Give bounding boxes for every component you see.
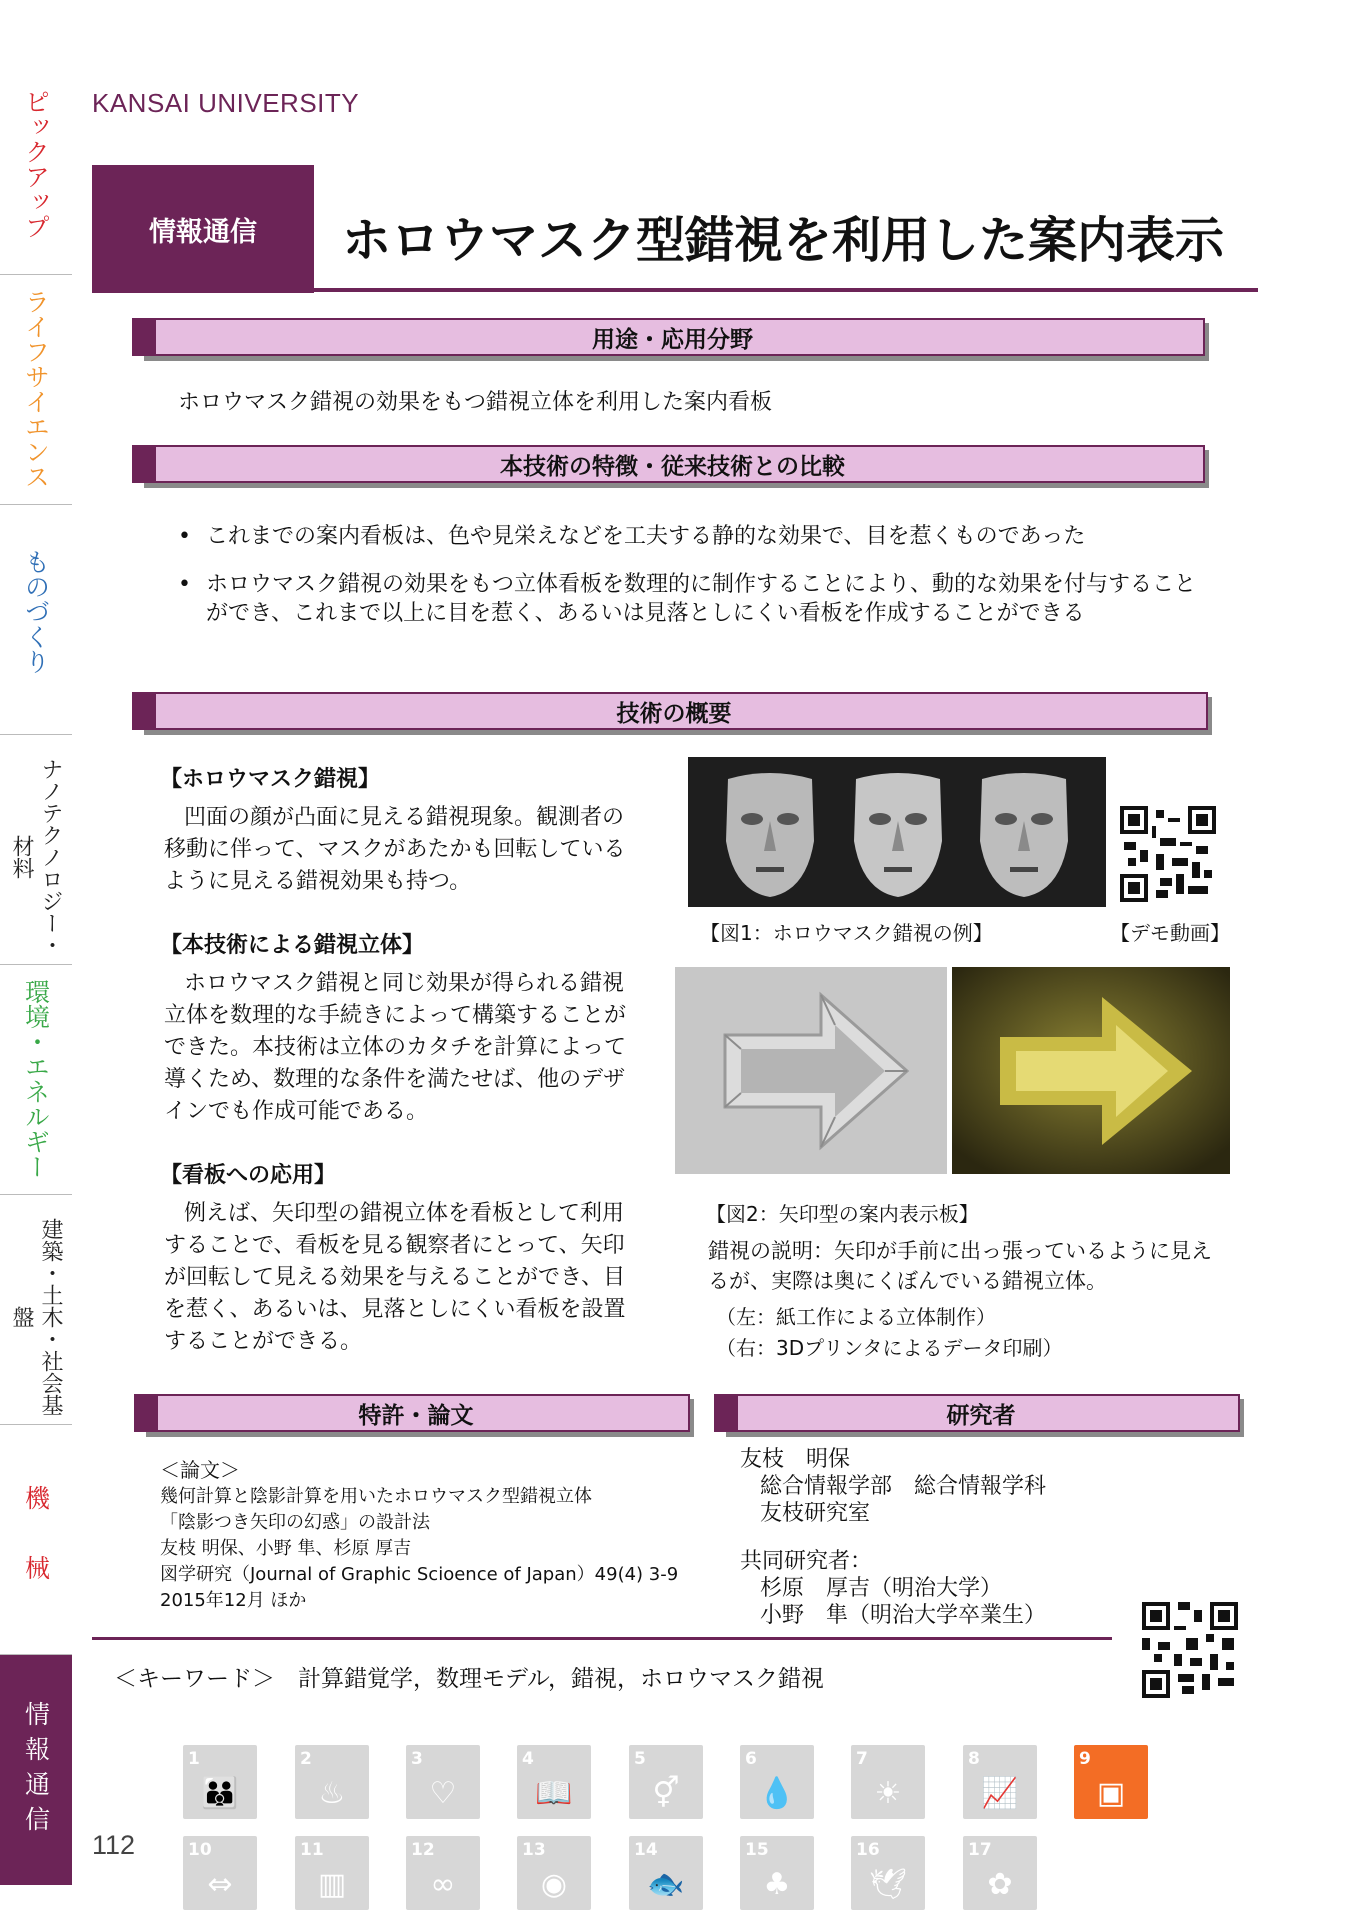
demo-video-qr-code[interactable] — [1120, 806, 1216, 902]
section-header-usage — [140, 318, 1205, 356]
sdg-goal-14-icon: 14 🐟 — [629, 1836, 703, 1910]
sidebar-item-pickup[interactable] — [0, 75, 72, 275]
sdg-goal-6-icon: 6 💧 — [740, 1745, 814, 1819]
sdg-goal-11-icon: 11 ▥ — [295, 1836, 369, 1910]
sdg-goal-8-icon: 8 📈 — [963, 1745, 1037, 1819]
sidebar-item-architecture[interactable] — [0, 1195, 72, 1425]
sdg-goal-15-icon: 15 ♣ — [740, 1836, 814, 1910]
paragraph-signboard: 例えば、矢印型の錯視立体を看板として利用することで、看板を見る観察者にとって、矢印が回転して見える効果を与えることができ、目を惹く、あるいは、見落としにくい看板を設置することができる。 — [164, 1201, 626, 1354]
sidebar-item-label: ナノテクノロジー・材料 — [9, 757, 63, 956]
demo-video-caption: 【デモ動画】 — [1110, 921, 1230, 945]
co-researcher-1: 杉原 厚吉（明治大学） — [760, 1576, 1003, 1601]
paper-label: ＜論文＞ — [160, 1458, 240, 1482]
sdg-goal-3-icon: 3 ♡ — [406, 1745, 480, 1819]
page-title: ホロウマスク型錯視を利用した案内表示 — [342, 212, 1225, 269]
section-tab — [132, 692, 156, 730]
researcher-lab: 友枝研究室 — [760, 1501, 871, 1526]
section-header-overview — [140, 692, 1208, 730]
sidebar-item-label: 建築・土木・社会基盤 — [9, 1217, 63, 1416]
lab-qr-code[interactable] — [1142, 1602, 1238, 1698]
sidebar-item-label: 環境・エネルギー — [21, 979, 51, 1179]
section-tab — [132, 445, 156, 483]
sdg-goal-4-icon: 4 📖 — [517, 1745, 591, 1819]
sidebar-item-environment[interactable] — [0, 965, 72, 1195]
figure2-description: 錯視の説明：矢印が手前に出っ張っているように見えるが、実際は奥にくぼんでいる錯視立体。 — [708, 1239, 1212, 1293]
bullet-text: ホロウマスク錯視の効果をもつ立体看板を数理的に制作することにより、動的な効果を付与することができ、これまで以上に目を惹く、あるいは見落としにくい看板を作成することができる — [206, 572, 1197, 626]
sidebar-item-label: ものづくり — [21, 549, 51, 674]
sdg-goal-5-icon: 5 ⚥ — [629, 1745, 703, 1819]
figure2-left-note: （左：紙工作による立体制作） — [716, 1305, 996, 1329]
keyword-rule — [92, 1637, 1112, 1640]
sidebar-item-label: 情報通信 — [21, 1701, 51, 1841]
category-badge: 情報通信 — [92, 165, 314, 293]
section-title: 技術の概要 — [616, 700, 732, 727]
sidebar-item-ict[interactable] — [0, 1655, 72, 1885]
arrow-sign-3d-print — [952, 967, 1230, 1174]
paper-authors: 友枝 明保、小野 隼、杉原 厚吉 — [160, 1538, 412, 1559]
paper-title-line2: 「陰影つき矢印の幻惑」の設計法 — [160, 1512, 430, 1533]
subheading-illusion-solid: 【本技術による錯視立体】 — [160, 933, 425, 958]
subheading-hollow-mask: 【ホロウマスク錯視】 — [160, 767, 381, 792]
sidebar-item-monozukuri[interactable] — [0, 505, 72, 735]
page-number: 112 — [92, 1830, 136, 1860]
co-researcher-2: 小野 隼（明治大学卒業生） — [760, 1603, 1047, 1628]
usage-text: ホロウマスク錯視の効果をもつ錯視立体を利用した案内看板 — [178, 390, 773, 415]
sidebar-item-life-science[interactable] — [0, 275, 72, 505]
sidebar-item-label: 機械 — [21, 1485, 51, 1625]
feature-bullet — [178, 570, 1206, 628]
sdg-goal-12-icon: 12 ∞ — [406, 1836, 480, 1910]
section-header-researcher — [722, 1394, 1240, 1432]
sidebar-item-label: ライフサイエンス — [21, 289, 51, 489]
sdg-goal-13-icon: 13 ◉ — [517, 1836, 591, 1910]
sdg-goal-16-icon: 16 🕊 — [851, 1836, 925, 1910]
sidebar-item-label: ピックアップ — [21, 89, 51, 239]
paper-journal: 図学研究（Journal of Graphic Scioence of Japan）49(4) 3-9 — [160, 1564, 679, 1585]
sdg-goal-2-icon: 2 ♨ — [295, 1745, 369, 1819]
section-title: 特許・論文 — [358, 1402, 474, 1429]
sdg-goal-10-icon: 10 ⇔ — [183, 1836, 257, 1910]
paper-title-line1: 幾何計算と陰影計算を用いたホロウマスク型錯視立体 — [160, 1486, 592, 1507]
sidebar-item-machine[interactable] — [0, 1425, 72, 1655]
section-header-features — [140, 445, 1205, 483]
bullet-dot: • — [178, 524, 191, 549]
bullet-text: これまでの案内看板は、色や見栄えなどを工夫する静的な効果で、目を惹くものであった — [206, 524, 1086, 549]
paragraph-illusion-solid: ホロウマスク錯視と同じ効果が得られる錯視立体を数理的な手続きによって構築することができた。本技術は立体のカタチを計算によって導くため、数理的な条件を満たせば、他のデザインでも作成可能である。 — [164, 971, 627, 1124]
bullet-dot: • — [178, 572, 191, 597]
subheading-signboard: 【看板への応用】 — [160, 1163, 337, 1188]
university-name: KANSAI UNIVERSITY — [92, 88, 360, 118]
section-title: 本技術の特徴・従来技術との比較 — [500, 453, 845, 480]
paragraph-hollow-mask: 凹面の顔が凸面に見える錯視現象。観測者の移動に伴って、マスクがあたかも回転しているように見える錯視効果も持つ。 — [164, 805, 626, 894]
sidebar-item-nanotech[interactable] — [0, 735, 72, 965]
figure1-caption: 【図1：ホロウマスク錯視の例】 — [700, 921, 993, 945]
sdg-goal-7-icon: 7 ☀ — [851, 1745, 925, 1819]
section-header-patent — [142, 1394, 690, 1432]
feature-bullet — [178, 522, 1216, 551]
paper-date: 2015年12月 ほか — [160, 1590, 307, 1611]
section-title: 研究者 — [946, 1402, 1016, 1429]
researcher-affiliation: 総合情報学部 総合情報学科 — [760, 1474, 1047, 1499]
section-tab — [132, 318, 156, 356]
figure2-right-note: （右：3Dプリンタによるデータ印刷） — [716, 1336, 1063, 1360]
figure2-caption: 【図2：矢印型の案内表示板】 — [706, 1202, 979, 1226]
researcher-name: 友枝 明保 — [740, 1447, 851, 1472]
hollow-mask-figure — [688, 757, 1106, 907]
sdg-goal-17-icon: 17 ✿ — [963, 1836, 1037, 1910]
title-underline — [314, 288, 1258, 292]
section-title: 用途・応用分野 — [592, 326, 753, 353]
arrow-sign-paper — [675, 967, 947, 1174]
sdg-goal-9-icon: 9 ▣ — [1074, 1745, 1148, 1819]
co-researcher-label: 共同研究者： — [740, 1549, 873, 1574]
keywords: ＜キーワード＞ 計算錯覚学，数理モデル，錯視，ホロウマスク錯視 — [114, 1666, 825, 1692]
sdg-goal-1-icon: 1 👪 — [183, 1745, 257, 1819]
section-tab — [714, 1394, 738, 1432]
section-tab — [134, 1394, 158, 1432]
